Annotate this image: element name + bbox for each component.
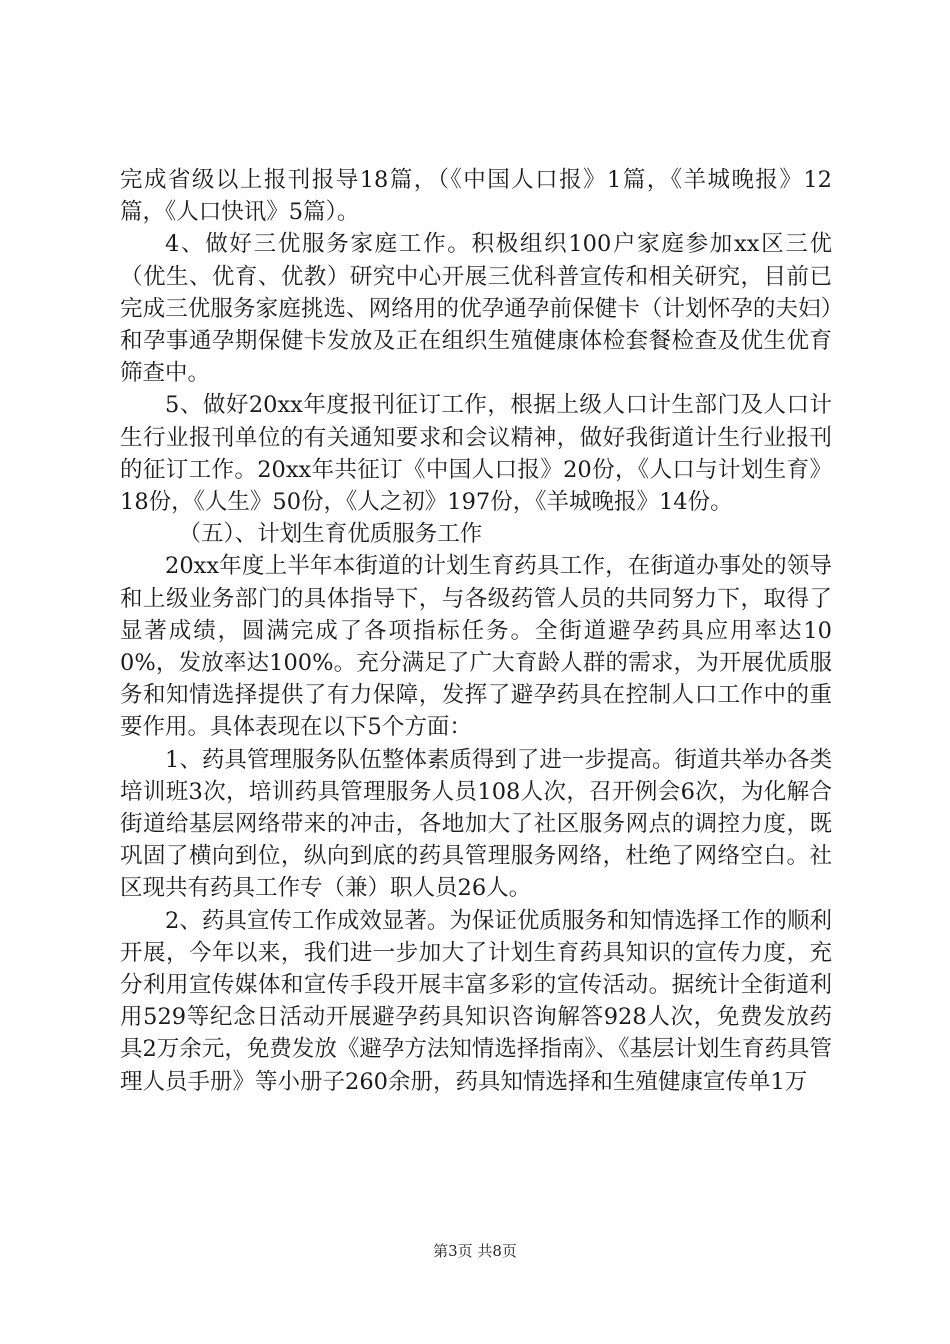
document-body — [120, 164, 832, 1098]
paragraph-item-5: 5、做好20xx年度报刊征订工作，根据上级人口计生部门及人口计生行业报刊单位的有关通知要求和会议精神，做好我街道计生行业报刊的征订工作。20xx年共征订《中国人口报》20份，《人口与计划生育》18份，《人生》50份，《人之初》197份，《羊城晚报》14份。 — [120, 392, 832, 516]
paragraph-item-2: 2、药具宣传工作成效显著。为保证优质服务和知情选择工作的顺利开展，今年以来，我们进一步加大了计划生育药具知识的宣传力度，充分利用宣传媒体和宣传手段开展丰富多彩的宣传活动。据统计全街道利用529等纪念日活动开展避孕药具知识咨询解答928人次，免费发放药具2万余元，免费发放《避孕方法知情选择指南》、《基层计划生育药具管理人员手册》等小册子260余册，药具知情选择和生殖健康宣传单1万 — [120, 907, 832, 1095]
paragraph-section-intro: 20xx年度上半年本街道的计划生育药具工作，在街道办事处的领导和上级业务部门的具体指导下，与各级药管人员的共同努力下，取得了显著成绩，圆满完成了各项指标任务。全街道避孕药具应用率达100%，发放率达100%。充分满足了广大育龄人群的需求，为开展优质服务和知情选择提供了有力保障，发挥了避孕药具在控制人口工作中的重要作用。具体表现在以下5个方面： — [120, 553, 832, 741]
paragraph-item-1: 1、药具管理服务队伍整体素质得到了进一步提高。街道共举办各类培训班3次，培训药具管理服务人员108人次，召开例会6次，为化解合街道给基层网络带来的冲击，各地加大了社区服务网点的调控力度，既巩固了横向到位，纵向到底的药具管理服务网络，杜绝了网络空白。社区现共有药具工作专（兼）职人员26人。 — [120, 746, 832, 902]
paragraph-continuation: 完成省级以上报刊报导18篇，（《中国人口报》1篇，《羊城晚报》12篇，《人口快讯》5篇）。 — [120, 167, 832, 226]
page-footer: 第3页 共8页 — [433, 1242, 517, 1260]
section-heading: （五）、计划生育优质服务工作 — [178, 521, 483, 548]
paragraph-item-4: 4、做好三优服务家庭工作。积极组织100户家庭参加xx区三优（优生、优育、优教）研究中心开展三优科普宣传和相关研究，目前已完成三优服务家庭挑选、网络用的优孕通孕前保健卡（计划怀孕的夫妇）和孕事通孕期保健卡发放及正在组织生殖健康体检套餐检查及优生优育筛查中。 — [120, 231, 832, 387]
